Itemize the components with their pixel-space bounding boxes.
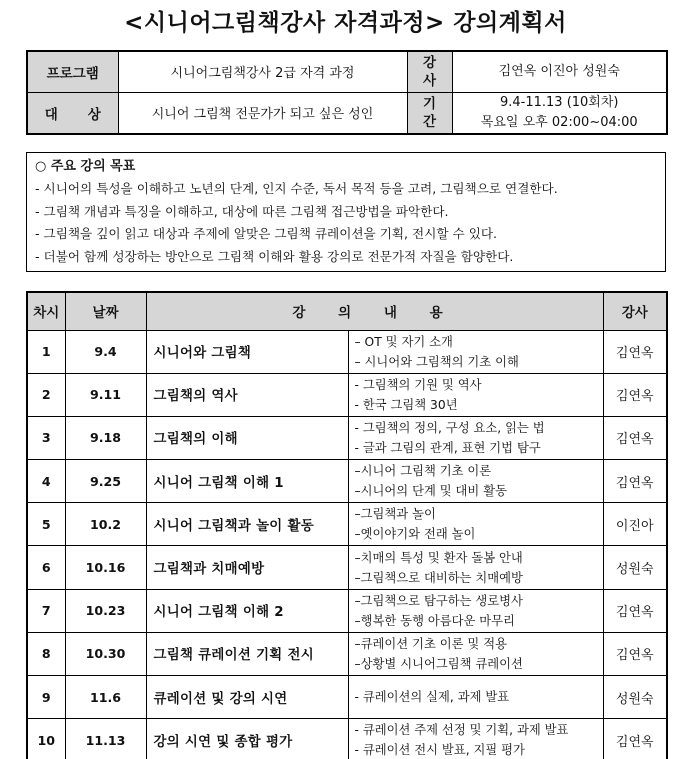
session-number: 7	[27, 589, 65, 632]
goals-heading: ○ 주요 강의 목표	[35, 159, 136, 174]
content-line: - 글과 그림의 관계, 표현 기법 탐구	[354, 440, 541, 455]
table-row	[27, 503, 667, 546]
content-line: –그림책과 놀이	[354, 507, 436, 522]
session-date: 9.11	[65, 373, 146, 416]
table-row	[27, 546, 667, 589]
session-date: 10.30	[65, 632, 146, 675]
session-instructor: 김연옥	[603, 330, 667, 373]
target-value: 시니어 그림책 전문가가 되고 싶은 성인	[118, 92, 407, 134]
instructor-value: 김연옥 이진아 성원숙	[452, 51, 667, 92]
session-content	[348, 416, 603, 459]
instructor-label	[407, 51, 452, 92]
table-row	[27, 676, 667, 719]
table-row	[27, 719, 667, 759]
header-content-text: 강 의 내 용	[292, 305, 457, 322]
session-content	[348, 546, 603, 589]
header-session: 차시	[27, 292, 65, 330]
goal-item: - 더불어 함께 성장하는 방안으로 그림책 이해와 활용 강의로 전문가적 자질을 함양한다.	[35, 248, 514, 264]
session-title: 시니어와 그림책	[146, 330, 348, 373]
content-line: - 큐레이션 전시 발표, 지필 평가	[354, 743, 525, 758]
table-row	[27, 330, 667, 373]
content-line: –그림책으로 탐구하는 생로병사	[354, 593, 523, 608]
goal-item: - 시니어의 특성을 이해하고 노년의 단계, 인지 수준, 독서 목적 등을 고려, 그림책으로 연결한다.	[35, 181, 558, 197]
header-date: 날짜	[65, 292, 146, 330]
target-label	[27, 92, 118, 134]
session-title: 시니어 그림책 이해 2	[146, 589, 348, 632]
table-row	[27, 589, 667, 632]
table-row	[27, 632, 667, 675]
session-content	[348, 632, 603, 675]
session-number: 4	[27, 460, 65, 503]
session-date: 9.18	[65, 416, 146, 459]
session-instructor: 김연옥	[603, 719, 667, 759]
session-date: 10.16	[65, 546, 146, 589]
header-content	[146, 292, 603, 330]
period-label-top: 기	[422, 95, 437, 112]
session-title: 그림책의 이해	[146, 416, 348, 459]
schedule-table	[26, 291, 668, 759]
content-line: –옛이야기와 전래 놀이	[354, 527, 476, 542]
page-title: <시니어그림책강사 자격과정> 강의계획서	[124, 10, 567, 36]
schedule-header-row	[27, 292, 667, 330]
session-title: 강의 시연 및 종합 평가	[146, 719, 348, 759]
content-line: - 그림책의 기원 및 역사	[354, 377, 482, 392]
session-instructor: 성원숙	[603, 546, 667, 589]
session-number: 6	[27, 546, 65, 589]
session-date: 10.23	[65, 589, 146, 632]
session-content	[348, 460, 603, 503]
session-content	[348, 330, 603, 373]
session-content	[348, 503, 603, 546]
period-value	[452, 92, 667, 134]
session-instructor: 김연옥	[603, 589, 667, 632]
table-row	[27, 416, 667, 459]
session-instructor: 이진아	[603, 503, 667, 546]
header-instructor: 강사	[603, 292, 667, 330]
period-label-bottom: 간	[422, 113, 437, 130]
content-line: –행복한 동행 아름다운 마무리	[354, 613, 515, 628]
session-date: 9.4	[65, 330, 146, 373]
target-label-text: 대 상	[44, 106, 101, 123]
schedule-body	[27, 330, 667, 759]
period-time: 목요일 오후 02:00~04:00	[480, 114, 638, 130]
content-line: – 시니어와 그림책의 기초 이해	[354, 354, 519, 369]
session-content	[348, 676, 603, 719]
content-line: - 큐레이션 주제 선정 및 기획, 과제 발표	[354, 723, 569, 738]
session-number: 8	[27, 632, 65, 675]
session-title: 그림책의 역사	[146, 373, 348, 416]
goal-item: - 그림책을 깊이 읽고 대상과 주제에 알맞은 그림책 큐레이션을 기획, 전시할 수 있다.	[35, 226, 498, 242]
session-number: 9	[27, 676, 65, 719]
table-row	[27, 373, 667, 416]
content-line: –상황별 시니어그림책 큐레이션	[354, 656, 523, 671]
goals-box	[26, 152, 666, 272]
session-instructor: 김연옥	[603, 632, 667, 675]
session-number: 10	[27, 719, 65, 759]
session-title: 시니어 그림책 이해 1	[146, 460, 348, 503]
session-title: 시니어 그림책과 놀이 활동	[146, 503, 348, 546]
session-title: 큐레이션 및 강의 시연	[146, 676, 348, 719]
session-instructor: 성원숙	[603, 676, 667, 719]
content-line: – OT 및 자기 소개	[354, 334, 453, 349]
program-value: 시니어그림책강사 2급 자격 과정	[118, 51, 407, 92]
program-info-table	[26, 50, 668, 135]
content-line: –큐레이션 기초 이론 및 적용	[354, 636, 507, 651]
session-number: 1	[27, 330, 65, 373]
session-date: 11.13	[65, 719, 146, 759]
instructor-label-bottom: 사	[422, 72, 437, 89]
content-line: –시니어 그림책 기초 이론	[354, 464, 492, 479]
content-line: - 한국 그림책 30년	[354, 397, 458, 412]
session-date: 10.2	[65, 503, 146, 546]
session-date: 11.6	[65, 676, 146, 719]
content-line: –시니어의 단계 및 대비 활동	[354, 484, 507, 499]
session-number: 3	[27, 416, 65, 459]
content-line: - 그림책의 정의, 구성 요소, 읽는 법	[354, 420, 545, 435]
session-instructor: 김연옥	[603, 416, 667, 459]
program-label: 프로그램	[27, 51, 118, 92]
session-number: 2	[27, 373, 65, 416]
session-date: 9.25	[65, 460, 146, 503]
session-content	[348, 373, 603, 416]
session-title: 그림책 큐레이션 기획 전시	[146, 632, 348, 675]
period-dates: 9.4-11.13 (10회차)	[499, 94, 619, 110]
content-line: –그림책으로 대비하는 치매예방	[354, 570, 523, 585]
session-number: 5	[27, 503, 65, 546]
content-line: - 큐레이션의 실제, 과제 발표	[354, 690, 510, 705]
period-label	[407, 92, 452, 134]
goal-item: - 그림책 개념과 특징을 이해하고, 대상에 따른 그림책 접근방법을 파악한다.	[35, 203, 449, 219]
session-content	[348, 719, 603, 759]
content-line: –치매의 특성 및 환자 돌봄 안내	[354, 550, 523, 565]
session-content	[348, 589, 603, 632]
instructor-label-top: 강	[422, 54, 437, 71]
table-row	[27, 460, 667, 503]
session-instructor: 김연옥	[603, 460, 667, 503]
session-instructor: 김연옥	[603, 373, 667, 416]
session-title: 그림책과 치매예방	[146, 546, 348, 589]
